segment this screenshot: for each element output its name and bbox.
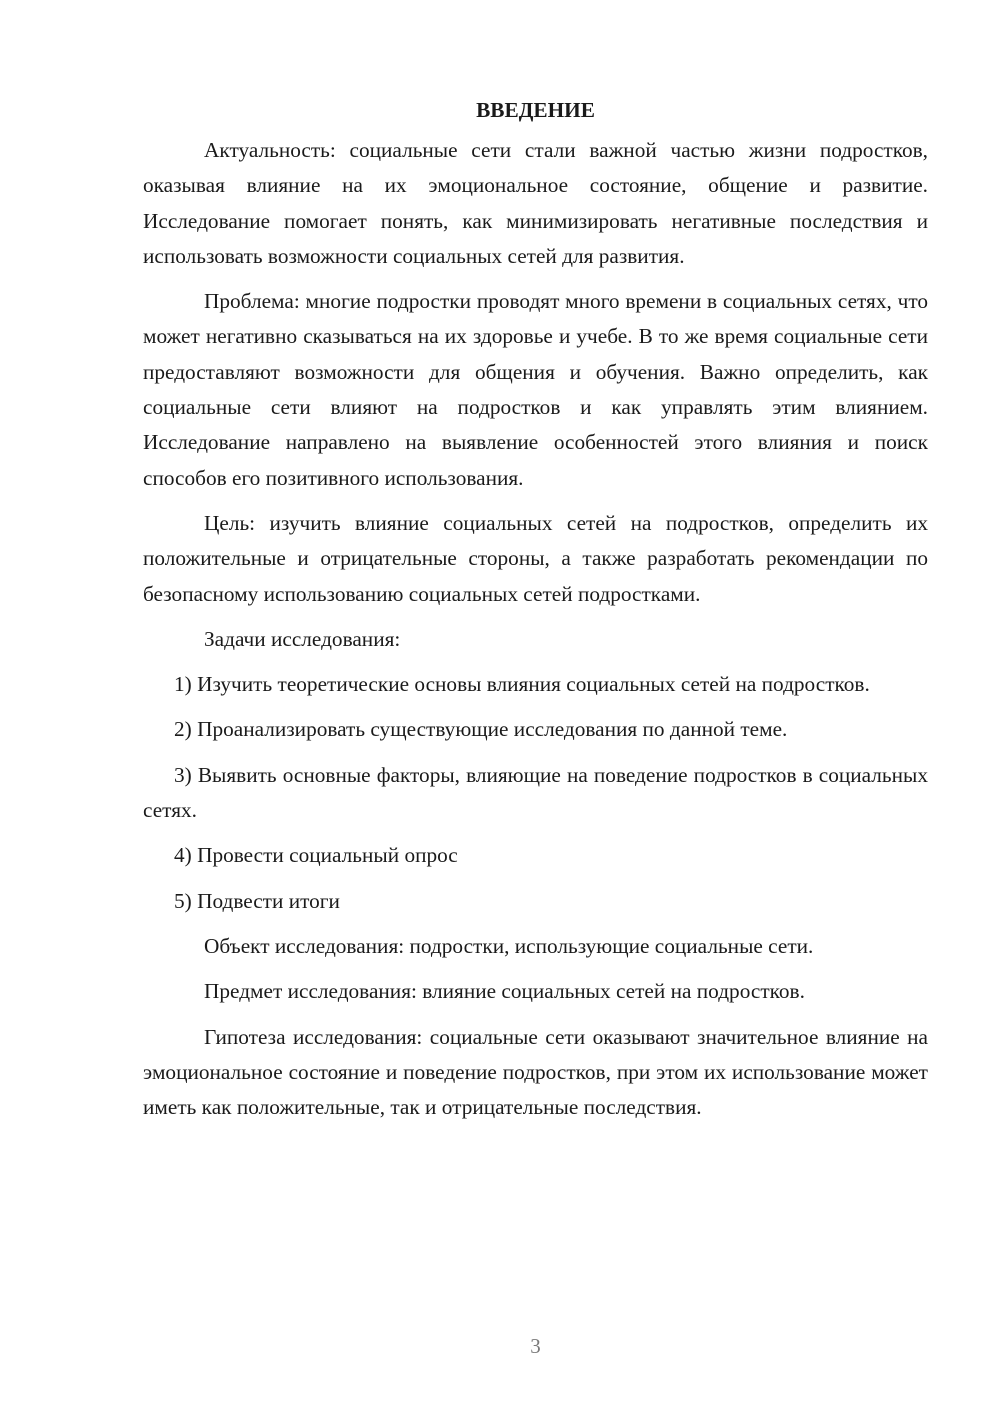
page-number: 3 [530,1334,541,1358]
problem-paragraph: Проблема: многие подростки проводят много времени в социальных сетях, что может негативно сказываться на их здоровье и учебе. В то же время социальные сети предоставляют возможности для общения и обучения. Важно определить, как социальные сети влияют на подростков и как управлять этим влиянием. Исследование направлено на выявление особенностей этого влияния и поиск способов его позитивного использования. [143,289,928,490]
goal-paragraph: Цель: изучить влияние социальных сетей на подростков, определить их положительные и отрицательные стороны, а также разработать рекомендации по безопасному использованию социальных сетей подростками. [143,510,928,606]
section-heading: ВВЕДЕНИЕ [476,98,595,122]
object-paragraph: Объект исследования: подростки, использующие социальные сети. [204,933,814,958]
tasks-title: Задачи исследования: [204,626,401,651]
task-item-2: 2) Проанализировать существующие исследования по данной теме. [174,717,788,742]
hypothesis-paragraph: Гипотеза исследования: социальные сети оказывают значительное влияние на эмоциональное состояние и поведение подростков, при этом их использование может иметь как положительные, так и отрицательные последствия. [143,1024,928,1120]
relevance-paragraph: Актуальность: социальные сети стали важной частью жизни подростков, оказывая влияние на их эмоциональное состояние, общение и развитие. Исследование помогает понять, как минимизировать негативные последствия и использовать возможности социальных сетей для развития. [143,138,928,268]
subject-paragraph: Предмет исследования: влияние социальных сетей на подростков. [204,979,805,1004]
task-item-1: 1) Изучить теоретические основы влияния социальных сетей на подростков. [174,672,870,697]
task-item-5: 5) Подвести итоги [174,888,340,913]
task-item-3: 3) Выявить основные факторы, влияющие на поведение подростков в социальных сетях. [143,762,928,823]
document-page [143,93,928,1135]
task-item-4: 4) Провести социальный опрос [174,843,458,868]
